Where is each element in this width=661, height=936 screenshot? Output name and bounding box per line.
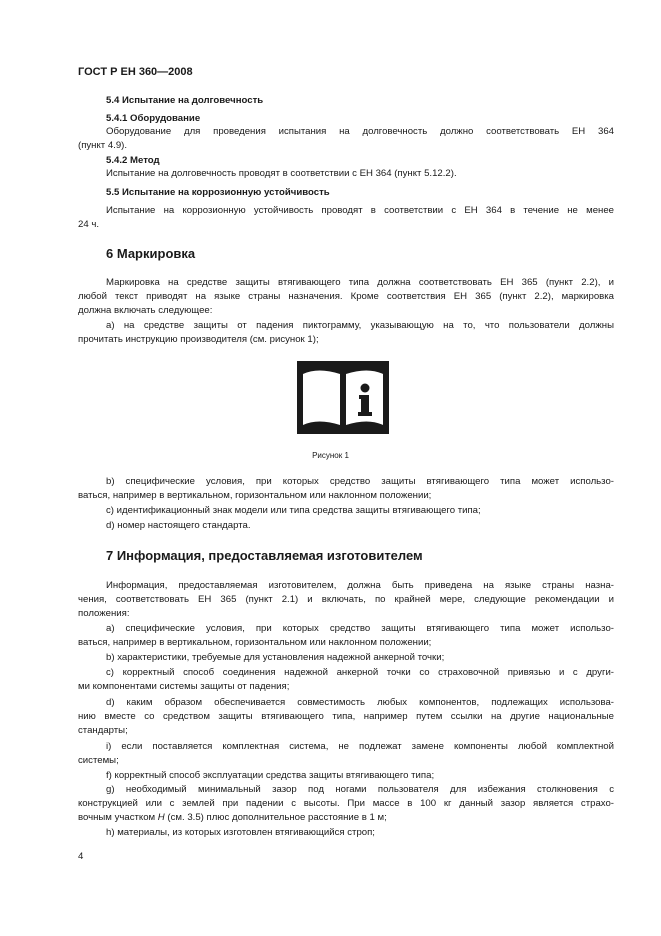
page-number: 4 [78,851,84,862]
section-7-item-a-line-1: а) специфические условия, при которых средство защиты втягивающего типа может использо- [106,623,614,634]
section-6-p1-line-3: должна включать следующее: [78,305,213,316]
section-7-item-g-line-3-pre: вочным участком [78,812,158,823]
section-7-item-c-line-2: ми компонентами системы защиты от падения; [78,681,290,692]
read-manual-icon [297,361,389,434]
section-5-4-1-line-2: (пункт 4.9). [78,140,128,151]
variable-h: H [157,812,165,823]
section-5-4-2-line-1: Испытание на долговечность проводят в соответствии с ЕН 364 (пункт 5.12.2). [106,168,457,179]
section-5-4-2-title: 5.4.2 Метод [106,155,160,166]
section-7-item-g-line-3-post: (см. 3.5) плюс дополнительное расстояние в 1 м; [164,812,387,823]
section-5-4-1-line-1: Оборудование для проведения испытания на долговечность должно соответствовать ЕН 364 [106,126,614,137]
section-7-item-i-line-2: системы; [78,755,119,766]
section-5-4-title: 5.4 Испытание на долговечность [106,95,264,106]
document-header: ГОСТ Р ЕН 360—2008 [78,66,193,78]
section-7-item-c-line-1: с) корректный способ соединения надежной анкерной точки со страховочной привязью и с други- [106,667,614,678]
section-6-item-b-line-1: b) специфические условия, при которых средство защиты втягивающего типа может использо- [106,476,614,487]
section-7-item-g-line-2: конструкцией или с землей при падении с высоты. При массе в 100 кг данный зазор является страхо- [78,798,614,809]
section-5-5-line-1: Испытание на коррозионную устойчивость проводят в соответствии с ЕН 364 в течение не менее [106,205,614,216]
section-6-item-c: с) идентификационный знак модели или типа средства защиты втягивающего типа; [106,505,481,516]
section-7-item-i-line-1: i) если поставляется комплектная система, не подлежат замене компоненты любой комплектной [106,741,614,752]
section-7-p-line-3: положения: [78,608,130,619]
section-6-title: 6 Маркировка [106,246,196,261]
section-6-item-a-line-2: прочитать инструкцию производителя (см. рисунок 1); [78,334,319,345]
section-6-p1-line-1: Маркировка на средстве защиты втягивающего типа должна соответствовать ЕН 365 (пункт 2.2), и [106,277,614,288]
section-5-5-line-2: 24 ч. [78,219,100,230]
section-5-4-1-title: 5.4.1 Оборудование [106,113,201,124]
section-6-p1-line-2: любой текст приводят на языке страны назначения. Кроме соответствия ЕН 365 (пункт 2.2), маркировка [78,291,614,302]
section-7-item-d-line-3: стандарты; [78,725,128,736]
section-6-item-a-line-1: а) на средстве защиты от падения пиктограмму, указывающую на то, что пользователи должны [106,320,614,331]
section-5-5-title: 5.5 Испытание на коррозионную устойчивость [106,187,330,198]
section-7-item-g-line-1: g) необходимый минимальный зазор под ногами пользователя для избежания столкновения с [106,784,614,795]
section-7-p-line-2: чения, соответствовать ЕН 365 (пункт 2.1) и включать, по крайней мере, следующие рекомендации и [78,594,614,605]
section-6-item-b-line-2: ваться, например в вертикальном, горизонтальном или наклонном положении; [78,490,432,501]
section-7-item-a-line-2: ваться, например в вертикальном, горизонтальном или наклонном положении; [78,637,432,648]
section-7-item-d-line-2: нию вместе со средством защиты втягивающего типа, например путем ссылки на другие национальные [78,711,614,722]
section-7-p-line-1: Информация, предоставляемая изготовителем, должна быть приведена на языке страны назна- [106,580,614,591]
section-7-item-f: f) корректный способ эксплуатации средства защиты втягивающего типа; [106,770,435,781]
figure-1-caption: Рисунок 1 [312,451,349,460]
section-7-item-b: b) характеристики, требуемые для установления надежной анкерной точки; [106,652,445,663]
section-7-title: 7 Информация, предоставляемая изготовителем [106,548,423,563]
section-7-item-g-line-3 [78,811,387,825]
section-7-item-d-line-1: d) каким образом обеспечивается совместимость любых компонентов, подлежащих использова- [106,697,614,708]
section-6-item-d: d) номер настоящего стандарта. [106,520,251,531]
section-7-item-h: h) материалы, из которых изготовлен втягивающийся строп; [106,827,375,838]
